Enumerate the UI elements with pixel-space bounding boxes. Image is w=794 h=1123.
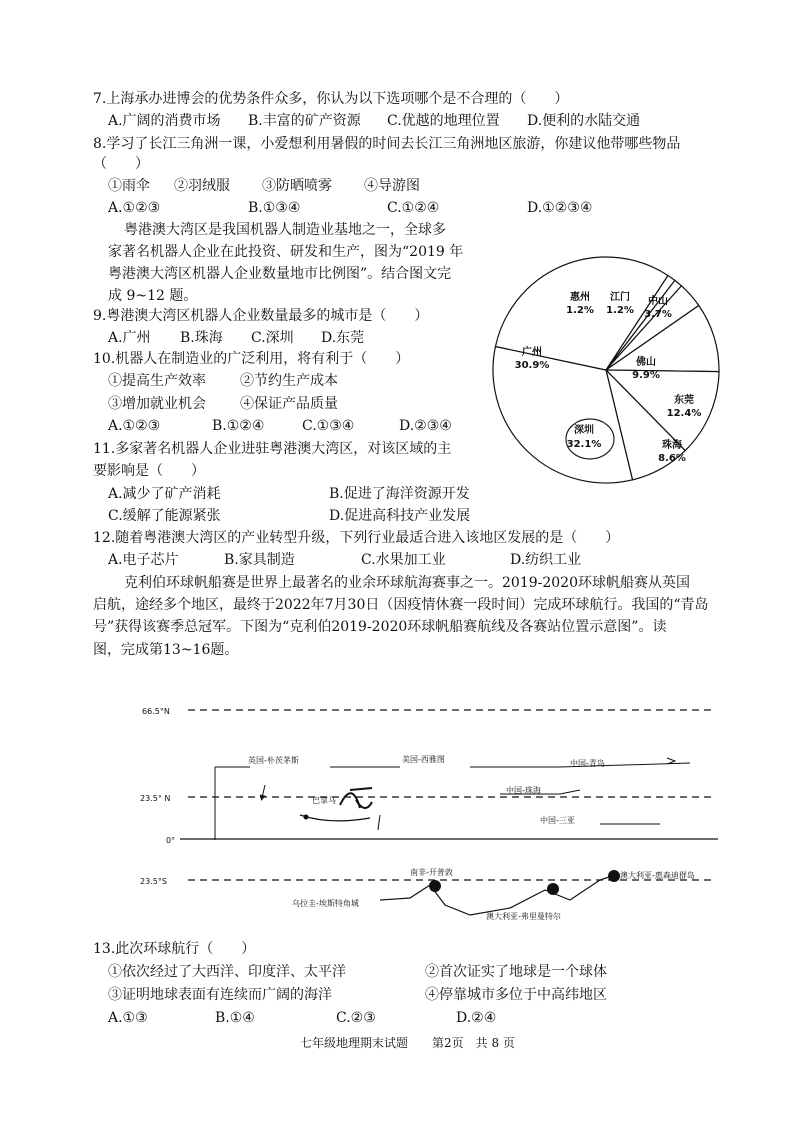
q7-option-b: B.丰富的矿产资源 (248, 113, 361, 129)
q12-option-d: D.纺织工业 (510, 552, 582, 568)
q10-item-4: ④保证产品质量 (240, 396, 338, 412)
q9-stem: 9.粤港澳大湾区机器人企业数量最多的城市是（ ） (93, 308, 429, 324)
q9-option-d: D.东莞 (321, 330, 365, 346)
pie-value-label: 1.2% (606, 305, 634, 316)
pie-value-label: 12.4% (666, 408, 702, 419)
q8-option-d: D.①②③④ (527, 200, 593, 216)
q13-item-1: ①依次经过了大西洋、印度洋、太平洋 (108, 964, 346, 980)
q8-stem: 8.学习了长江三角洲一课，小爱想利用暑假的时间去长江三角洲地区旅游，你建议他带哪些物品 (93, 136, 681, 152)
passage2-line-3: 号”获得该赛季总冠军。下图为“克利伯2019-2020环球帆船赛航线及各赛站位置示意图”。读 (93, 619, 667, 635)
passage2-line-4: 图，完成第13~16题。 (93, 642, 239, 658)
route-arrow-2 (378, 815, 380, 830)
q10-option-b: B.①②④ (212, 418, 265, 434)
lat-label-0: 0° (166, 836, 176, 845)
q8-option-b: B.①③④ (248, 200, 301, 216)
q11-stem-2: 要影响是（ ） (93, 463, 205, 479)
lat-label-23s: 23.5°S (140, 877, 167, 886)
passage1-line-3: 粤港澳大湾区机器人企业数量地市比例图”。结合图文完 (108, 266, 452, 282)
q13-stem: 13.此次环球航行（ ） (93, 941, 256, 957)
q7-option-a: A.广阔的消费市场 (108, 113, 221, 129)
pie-value-label: 3.7% (644, 309, 672, 320)
q11-stem: 11.多家著名机器人企业进驻粤港澳大湾区，对该区域的主 (93, 441, 452, 457)
station-capetown-dot (429, 880, 441, 892)
handwritten-underline (300, 815, 370, 821)
station-fremantle: 澳大利亚-弗里曼特尔 (486, 912, 561, 921)
q7-option-d: D.便利的水陆交通 (527, 113, 641, 129)
robot-enterprise-pie-chart (480, 220, 724, 496)
q11-option-d: D.促进高科技产业发展 (329, 508, 471, 524)
q12-stem: 12.随着粤港澳大湾区的产业转型升级，下列行业最适合进入该地区发展的是（ ） (93, 530, 620, 546)
pie-category-label: 惠州 (570, 292, 590, 303)
handwritten-dot (304, 815, 309, 820)
q13-item-4: ④停靠城市多位于中高纬地区 (425, 987, 607, 1003)
q11-option-a: A.减少了矿产消耗 (108, 486, 221, 502)
station-panama: 巴拿马 (312, 796, 336, 805)
q11-option-b: B.促进了海洋资源开发 (329, 486, 470, 502)
clipper-race-route-map (0, 690, 794, 930)
q8-item-4: ④导游图 (364, 178, 420, 194)
q10-item-3: ③增加就业机会 (108, 396, 206, 412)
pie-category-label: 佛山 (636, 357, 656, 368)
q12-option-b: B.家具制造 (224, 552, 295, 568)
q10-item-1: ①提高生产效率 (108, 373, 206, 389)
page-footer: 七年级地理期末试题 第2页 共 8 页 (300, 1036, 515, 1050)
q8-option-a: A.①②③ (108, 200, 161, 216)
station-capetown: 南非-开普敦 (410, 868, 453, 877)
pie-category-label: 中山 (648, 296, 668, 307)
pie-value-label: 30.9% (514, 360, 550, 371)
q13-item-2: ②首次证实了地球是一个球体 (425, 964, 607, 980)
station-sanya: 中国-三亚 (540, 816, 575, 825)
handwritten-mark (340, 788, 372, 808)
q8-item-1: ①雨伞 (108, 178, 150, 194)
pie-value-label: 8.6% (658, 453, 686, 464)
q13-option-b: B.①④ (215, 1010, 255, 1026)
q13-option-c: C.②③ (336, 1010, 376, 1026)
station-uk: 英国-朴茨茅斯 (248, 756, 299, 765)
q7-option-c: C.优越的地理位置 (387, 113, 500, 129)
q10-option-a: A.①②③ (108, 418, 161, 434)
passage1-line-2: 家著名机器人企业在此投资、研发和生产，图为“2019 年 (108, 244, 464, 260)
q10-stem: 10.机器人在制造业的广泛利用，将有利于（ ） (93, 351, 410, 367)
q8-item-3: ③防晒喷雾 (262, 178, 332, 194)
station-whitsunday-dot (608, 870, 620, 882)
q12-option-c: C.水果加工业 (361, 552, 446, 568)
passage2-line-2: 启航，途经多个地区，最终于2022年7月30日（因疫情休赛一段时间）完成环球航行。我国的“青岛 (93, 597, 709, 613)
station-punta-del-este: 乌拉圭-埃斯特角城 (292, 899, 359, 908)
pie-value-label: 32.1% (566, 439, 602, 450)
pie-category-label: 广州 (522, 347, 542, 358)
q7-stem: 7.上海承办进博会的优势条件众多，你认为以下选项哪个是不合理的（ ） (93, 91, 569, 107)
station-fremantle-dot (547, 883, 559, 895)
station-zhuhai: 中国-珠海 (506, 786, 541, 795)
q10-option-c: C.①③④ (302, 418, 355, 434)
q11-option-c: C.缓解了能源紧张 (108, 508, 221, 524)
route-arrow-1 (262, 785, 265, 798)
lat-label-66: 66.5°N (142, 707, 170, 716)
q9-option-b: B.珠海 (180, 330, 223, 346)
pie-value-label: 1.2% (566, 305, 594, 316)
passage1-line-4: 成 9~12 题。 (108, 288, 198, 304)
q12-option-a: A.电子芯片 (108, 552, 179, 568)
q8-stem-paren: （ ） (93, 156, 149, 172)
passage2-line-1: 克利伯环球帆船赛是世界上最著名的业余环球航海赛事之一。2019-2020环球帆船赛从英国 (124, 575, 690, 591)
q13-option-a: A.①③ (108, 1010, 148, 1026)
q10-option-d: D.②③④ (399, 418, 452, 434)
q9-option-a: A.广州 (108, 330, 151, 346)
q13-item-3: ③证明地球表面有连续而广阔的海洋 (108, 987, 332, 1003)
pie-category-label: 深圳 (574, 425, 594, 436)
pie-category-label: 珠海 (662, 440, 682, 451)
q8-item-2: ②羽绒服 (174, 178, 230, 194)
station-seattle: 美国-西雅图 (402, 755, 445, 764)
q9-option-c: C.深圳 (251, 330, 294, 346)
pie-category-label: 江门 (610, 292, 630, 303)
q10-item-2: ②节约生产成本 (240, 373, 338, 389)
q13-option-d: D.②④ (456, 1010, 497, 1026)
pie-value-label: 9.9% (632, 370, 660, 381)
station-qingdao: 中国-青岛 (570, 759, 605, 768)
pie-category-label: 东莞 (674, 395, 694, 406)
passage1-line-1: 粤港澳大湾区是我国机器人制造业基地之一，全球多 (124, 222, 446, 238)
q8-option-c: C.①②④ (387, 200, 440, 216)
route-south (380, 875, 615, 915)
lat-label-23n: 23.5° N (140, 794, 171, 803)
station-whitsunday: 澳大利亚-惠森迪群岛 (620, 871, 695, 880)
